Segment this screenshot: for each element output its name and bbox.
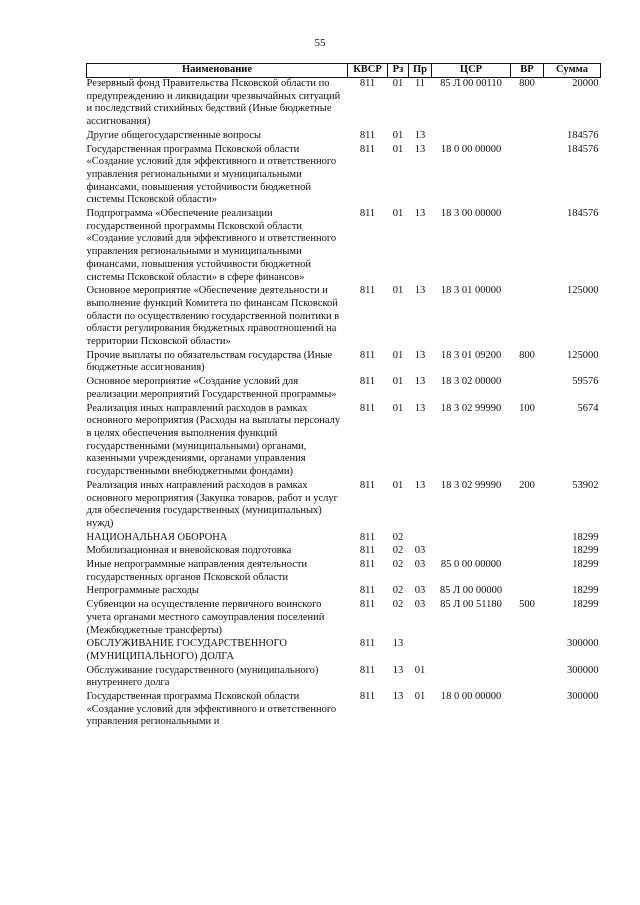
cell-vr — [511, 376, 544, 402]
cell-pr: 13 — [414, 285, 426, 297]
cell-rz: 13 — [392, 664, 404, 676]
cell-name: Мобилизационная и вневойсковая подготовка — [86, 545, 292, 557]
cell-name: НАЦИОНАЛЬНАЯ ОБОРОНА — [86, 531, 228, 543]
cell-vr — [511, 144, 544, 209]
cell-sum: 184576 — [567, 129, 599, 141]
cell-rz: 01 — [392, 129, 404, 141]
cell-rz: 02 — [392, 531, 404, 543]
header-vr: ВР — [511, 64, 544, 78]
cell-name: Реализация иных направлений расходов в рамках основного мероприятия (Закупка товаров, работ и услуг для обеспечения государственных (муниципальных) нужд) — [86, 479, 338, 529]
cell-sum: 18299 — [572, 585, 599, 597]
header-kvsr: КВСР — [348, 64, 388, 78]
cell-csr: 18 3 01 09200 — [440, 349, 502, 361]
cell-csr: 18 3 00 00000 — [440, 208, 502, 220]
cell-name: Основное мероприятие «Обеспечение деятельности и выполнение функций Комитета по финансам Псковской области по осуществлению государственной политики в области регулирования бюджетных правоотношений на территории Псковской области» — [86, 285, 340, 348]
cell-pr: 13 — [414, 376, 426, 388]
cell-sum: 184576 — [567, 143, 599, 155]
cell-kvsr: 811 — [359, 559, 376, 571]
cell-pr — [409, 532, 432, 546]
cell-rz: 01 — [392, 143, 404, 155]
cell-kvsr: 811 — [359, 376, 376, 388]
cell-kvsr: 811 — [359, 285, 376, 297]
cell-rz: 13 — [392, 638, 404, 650]
cell-pr — [409, 638, 432, 664]
cell-sum: 125000 — [567, 285, 599, 297]
cell-vr: 800 — [519, 349, 535, 361]
page-number: 55 — [314, 37, 326, 49]
cell-name: Прочие выплаты по обязательствам государства (Иные бюджетные ассигнования) — [86, 349, 333, 374]
cell-kvsr: 811 — [359, 349, 376, 361]
cell-rz: 01 — [392, 402, 404, 414]
header-sum: Сумма — [544, 64, 601, 78]
cell-pr: 13 — [414, 479, 426, 491]
cell-name: Государственная программа Псковской области «Создание условий для эффективного и ответственного управления региональными и муниципальными финансами, повышения устойчивости бюджетной системы Псковской области» — [86, 143, 337, 206]
cell-sum: 184576 — [567, 208, 599, 220]
cell-rz: 13 — [392, 691, 404, 703]
cell-csr: 18 3 01 00000 — [440, 285, 502, 297]
header-name: Наименование — [87, 64, 348, 78]
table-row — [87, 285, 601, 350]
cell-csr: 85 Л 00 00000 — [439, 585, 503, 597]
header-pr: Пр — [409, 64, 432, 78]
cell-pr: 03 — [414, 545, 426, 557]
cell-vr: 500 — [519, 599, 535, 611]
table-row — [87, 559, 601, 585]
cell-vr — [511, 208, 544, 285]
cell-vr — [511, 545, 544, 559]
cell-sum: 5674 — [577, 402, 599, 414]
cell-sum: 20000 — [572, 78, 599, 89]
cell-name: Государственная программа Псковской области «Создание условий для эффективного и ответственного управления региональными и — [86, 691, 337, 728]
cell-sum: 300000 — [567, 638, 599, 650]
cell-vr — [511, 585, 544, 599]
cell-name: Основное мероприятие «Создание условий для реализации мероприятий Государственной программы» — [86, 376, 337, 400]
cell-rz: 02 — [392, 599, 404, 611]
cell-pr: 13 — [414, 129, 426, 141]
table-row — [87, 599, 601, 638]
cell-pr: 01 — [414, 691, 426, 703]
cell-sum: 300000 — [567, 664, 599, 676]
header-csr: ЦСР — [432, 64, 511, 78]
cell-csr — [432, 130, 511, 144]
cell-rz: 02 — [392, 559, 404, 571]
cell-vr — [511, 691, 544, 730]
cell-sum: 53902 — [572, 479, 599, 491]
cell-name: Непрограммные расходы — [86, 585, 199, 597]
header-rz: Рз — [388, 64, 409, 78]
cell-sum: 18299 — [572, 545, 599, 557]
table-row — [87, 545, 601, 559]
cell-csr: 18 0 00 00000 — [440, 691, 502, 703]
cell-name: Подпрограмма «Обеспечение реализации государственной программы Псковской области «Создание условий для эффективного и ответственного управления региональными и муниципальными финансами, повышения устойчивости бюджетной системы Псковской области» в сфере финансов» — [86, 208, 337, 283]
cell-sum: 300000 — [567, 691, 599, 703]
cell-kvsr: 811 — [359, 599, 376, 611]
cell-kvsr: 811 — [359, 664, 376, 676]
table-row — [87, 691, 601, 730]
cell-kvsr: 811 — [359, 129, 376, 141]
table-row — [87, 376, 601, 402]
cell-pr: 03 — [414, 599, 426, 611]
cell-vr: 100 — [519, 402, 535, 414]
cell-vr — [511, 665, 544, 691]
table-row — [87, 78, 601, 130]
cell-kvsr: 811 — [359, 479, 376, 491]
cell-csr — [432, 545, 511, 559]
cell-pr: 01 — [414, 664, 426, 676]
table-row — [87, 130, 601, 144]
cell-rz: 01 — [392, 479, 404, 491]
table-row — [87, 350, 601, 376]
cell-csr: 85 0 00 00000 — [440, 559, 502, 571]
cell-kvsr: 811 — [359, 78, 376, 89]
cell-rz: 01 — [392, 208, 404, 220]
budget-table — [86, 63, 601, 730]
cell-kvsr: 811 — [359, 143, 376, 155]
cell-vr — [511, 130, 544, 144]
cell-kvsr: 811 — [359, 531, 376, 543]
table-header-row — [87, 64, 601, 78]
cell-vr: 800 — [519, 78, 535, 89]
table-row — [87, 403, 601, 480]
table-row — [87, 665, 601, 691]
cell-name: Другие общегосударственные вопросы — [86, 129, 262, 141]
cell-vr — [511, 559, 544, 585]
cell-csr: 18 3 02 99990 — [440, 479, 502, 491]
cell-pr: 13 — [414, 349, 426, 361]
cell-rz: 01 — [392, 78, 404, 89]
cell-name: Реализация иных направлений расходов в рамках основного мероприятия (Расходы на выплаты персоналу в целях обеспечения выполнения функций государственными (муниципальными) органами, казенными учреждениями, органами управления государственными внебюджетными фондами) — [86, 402, 341, 478]
cell-pr: 11 — [414, 78, 426, 89]
table-row — [87, 208, 601, 285]
cell-rz: 02 — [392, 545, 404, 557]
cell-rz: 02 — [392, 585, 404, 597]
table-row — [87, 144, 601, 209]
table-row — [87, 532, 601, 546]
table-row — [87, 585, 601, 599]
cell-sum: 18299 — [572, 599, 599, 611]
cell-rz: 01 — [392, 376, 404, 388]
cell-kvsr: 811 — [359, 208, 376, 220]
cell-pr: 13 — [414, 143, 426, 155]
cell-pr: 03 — [414, 585, 426, 597]
cell-kvsr: 811 — [359, 585, 376, 597]
cell-sum: 18299 — [572, 559, 599, 571]
cell-csr: 18 0 00 00000 — [440, 143, 502, 155]
cell-csr: 85 Л 00 51180 — [440, 599, 502, 611]
cell-sum: 59576 — [572, 376, 599, 388]
cell-csr: 85 Л 00 00110 — [440, 78, 502, 89]
cell-csr: 18 3 02 99990 — [440, 402, 502, 414]
cell-name: Иные непрограммные направления деятельности государственных органов Псковской области — [86, 559, 308, 583]
cell-csr: 18 3 02 00000 — [440, 376, 502, 388]
table-row — [87, 638, 601, 664]
cell-csr — [432, 638, 511, 664]
cell-kvsr: 811 — [359, 402, 376, 414]
cell-vr: 200 — [519, 479, 535, 491]
cell-pr: 13 — [414, 208, 426, 220]
cell-csr — [432, 532, 511, 546]
cell-kvsr: 811 — [359, 638, 376, 650]
cell-name: Субвенции на осуществление первичного воинского учета органами местного самоуправления поселений (Межбюджетные трансферты) — [86, 599, 325, 636]
cell-pr: 13 — [414, 402, 426, 414]
table-row — [87, 480, 601, 532]
cell-name: ОБСЛУЖИВАНИЕ ГОСУДАРСТВЕННОГО (МУНИЦИПАЛЬНОГО) ДОЛГА — [86, 638, 287, 662]
cell-sum: 125000 — [567, 349, 599, 361]
cell-vr — [511, 285, 544, 350]
cell-name: Обслуживание государственного (муниципального) внутреннего долга — [86, 664, 319, 689]
cell-pr: 03 — [414, 559, 426, 571]
cell-kvsr: 811 — [359, 691, 376, 703]
cell-csr — [432, 665, 511, 691]
cell-name: Резервный фонд Правительства Псковской области по предупреждению и ликвидации чрезвычайных ситуаций и последствий стихийных бедствий (Иные бюджетные ассигнования) — [86, 78, 341, 128]
cell-rz: 01 — [392, 349, 404, 361]
cell-sum: 18299 — [572, 531, 599, 543]
cell-vr — [511, 638, 544, 664]
cell-kvsr: 811 — [359, 545, 376, 557]
cell-vr — [511, 532, 544, 546]
cell-rz: 01 — [392, 285, 404, 297]
